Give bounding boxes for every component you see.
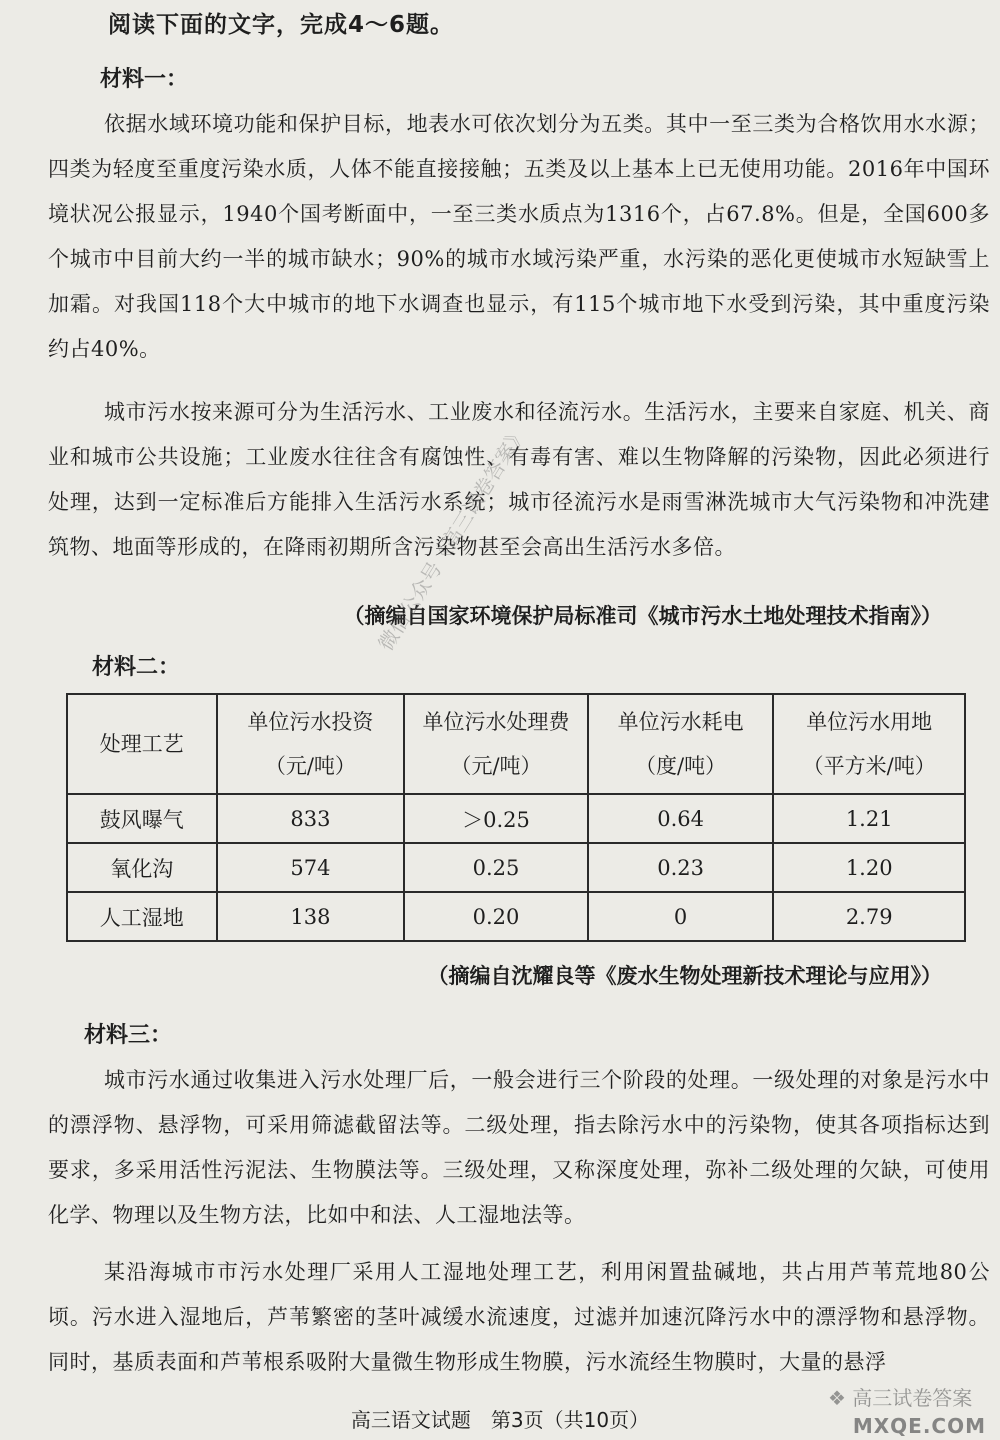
table-cell: 1.20	[773, 843, 965, 892]
table-cell: 833	[217, 794, 405, 843]
diagonal-watermark: 微信公众号《高三试卷答案》	[373, 421, 532, 655]
material2-source: （摘编自沈耀良等《废水生物处理新技术理论与应用》）	[427, 964, 942, 988]
table-cell: 氧化沟	[67, 843, 217, 892]
material1-paragraph-1: 依据水域环境功能和保护目标，地表水可依次划分为五类。其中一至三类为合格饮用水水源；四类为轻度至重度污染水质，人体不能直接接触；五类及以上基本上已无使用功能。2016年中国环境状况公报显示，1940个国考断面中，一至三类水质点为1316个，占67.8%。但是，全国600多个城市中目前大约一半的城市缺水；90%的城市水域污染严重，水污染的恶化更使城市水短缺雪上加霜。对我国118个大中城市的地下水调查也显示，有115个城市地下水受到污染，其中重度污染约占40%。	[48, 112, 990, 361]
material1-paragraph-2: 城市污水按来源可分为生活污水、工业废水和径流污水。生活污水，主要来自家庭、机关、商业和城市公共设施；工业废水往往含有腐蚀性、有毒有害、难以生物降解的污染物，因此必须进行处理，达到一定标准后方能排入生活污水系统；城市径流污水是雨雪淋洗城市大气污染物和冲洗建筑物、地面等形成的，在降雨初期所含污染物甚至会高出生活污水多倍。	[48, 400, 990, 559]
table-header-cell: 单位污水投资 （元/吨）	[217, 694, 405, 794]
material3-label: 材料三：	[84, 1023, 173, 1048]
table-cell: 鼓风曝气	[67, 794, 217, 843]
table-cell: 0.64	[588, 794, 774, 843]
material1-label: 材料一：	[100, 67, 189, 92]
wechat-logo-watermark: ❖ 高三试卷答案	[828, 1386, 973, 1410]
question-heading: 阅读下面的文字，完成4～6题。	[108, 12, 455, 38]
table-row	[67, 843, 965, 892]
table-cell: 2.79	[773, 892, 965, 941]
material1-source: （摘编自国家环境保护局标准司《城市污水土地处理技术指南》）	[343, 604, 942, 628]
table-header-cell: 单位污水处理费 （元/吨）	[404, 694, 588, 794]
table-cell: 0.23	[588, 843, 774, 892]
table-row	[67, 794, 965, 843]
table-cell: 574	[217, 843, 405, 892]
table-cell: 0.20	[404, 892, 588, 941]
material3-paragraph-1: 城市污水通过收集进入污水处理厂后，一般会进行三个阶段的处理。一级处理的对象是污水中的漂浮物、悬浮物，可采用筛滤截留法等。二级处理，指去除污水中的污染物，使其各项指标达到要求，多采用活性污泥法、生物膜法等。三级处理，又称深度处理，弥补二级处理的欠缺，可使用化学、物理以及生物方法，比如中和法、人工湿地法等。	[48, 1068, 990, 1227]
table-header-row	[67, 694, 965, 794]
table-cell: 138	[217, 892, 405, 941]
table-header-cell: 单位污水用地 （平方米/吨）	[773, 694, 965, 794]
chat-bubble-icon: ❖	[828, 1386, 853, 1410]
table-header-cell: 处理工艺	[67, 694, 217, 794]
page-footer: 高三语文试题 第3页（共10页）	[350, 1408, 650, 1432]
material3-paragraph-2: 某沿海城市市污水处理厂采用人工湿地处理工艺，利用闲置盐碱地，共占用芦苇荒地80公顷。污水进入湿地后，芦苇繁密的茎叶减缓水流速度，过滤并加速沉降污水中的漂浮物和悬浮物。同时，基质表面和芦苇根系吸附大量微生物形成生物膜，污水流经生物膜时，大量的悬浮	[48, 1260, 990, 1374]
table-header-cell: 单位污水耗电 （度/吨）	[588, 694, 774, 794]
table-cell: 人工湿地	[67, 892, 217, 941]
table-cell: 0	[588, 892, 774, 941]
site-watermark: MXQE.COM	[852, 1414, 986, 1438]
wastewater-process-table	[66, 693, 966, 942]
table-cell: ＞0.25	[404, 794, 588, 843]
material2-label: 材料二：	[92, 655, 181, 680]
table-cell: 0.25	[404, 843, 588, 892]
table-cell: 1.21	[773, 794, 965, 843]
table-row	[67, 892, 965, 941]
